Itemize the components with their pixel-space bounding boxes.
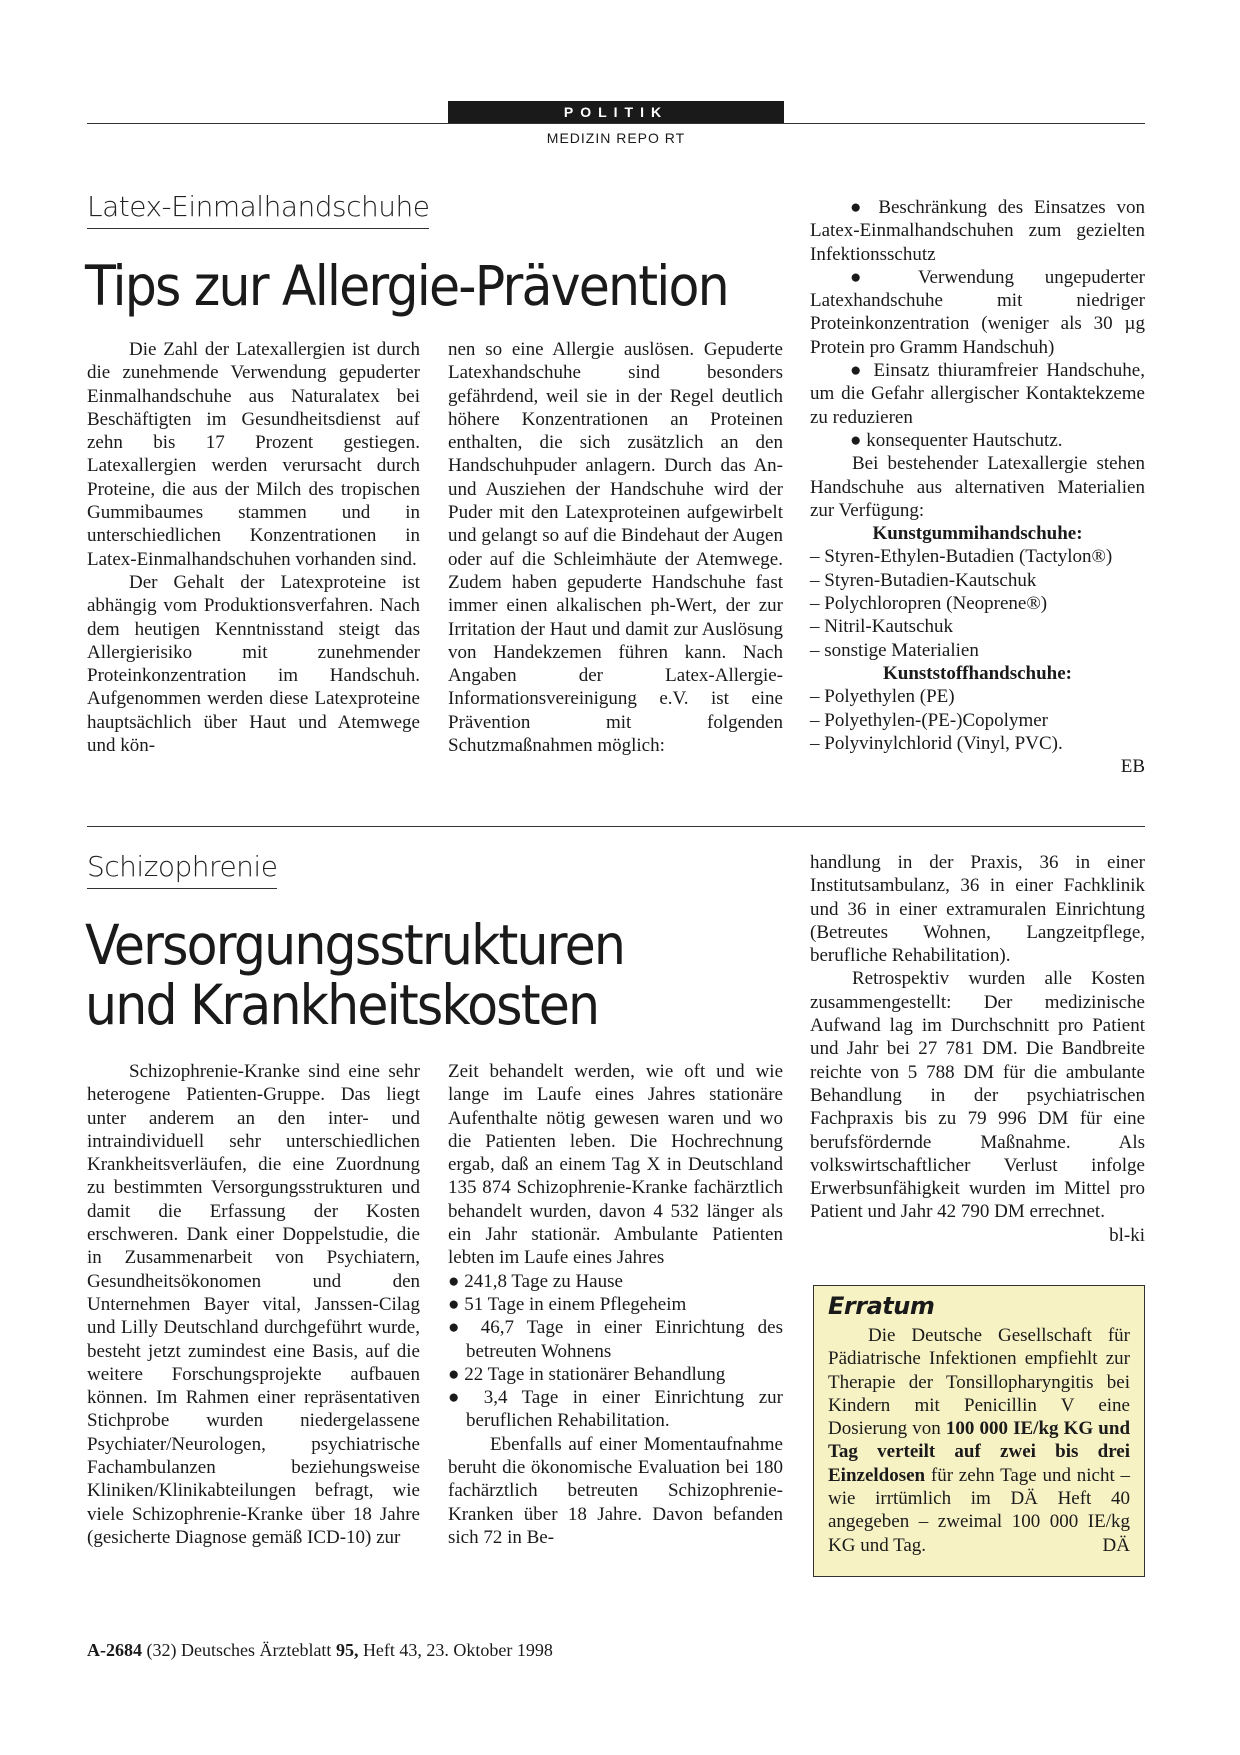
page-footer — [87, 1640, 553, 1661]
article2-paragraph: Ebenfalls auf einer Momentaufnahme beruht die ökonomische Evaluation bei 180 fachärztlich betreuten Schizophrenie-Kranken über 18 Jahre. Davon befanden sich 72 in Be- — [448, 1433, 783, 1548]
list-item: ● 51 Tage in einem Pflegeheim — [448, 1293, 687, 1315]
list-item: ● 22 Tage in stationärer Behandlung — [448, 1363, 726, 1385]
list-item: – Polyethylen (PE) — [810, 686, 955, 708]
stay-duration-list — [448, 1270, 783, 1433]
rubric-label: MEDIZIN REPO RT — [546, 130, 686, 146]
article2-column-2 — [448, 1060, 783, 1549]
list-item: – Polyethylen-(PE-)Copolymer — [810, 709, 1048, 731]
article2-title — [85, 915, 624, 1035]
article1-kicker: Latex-Einmalhandschuhe — [87, 190, 429, 229]
prevention-bullet: ● Beschränkung des Einsatzes von Latex-Einmalhandschuhen zum gezielten Infektionsschutz — [810, 197, 1145, 265]
footer-volume: 95, — [335, 1640, 359, 1660]
title-line: Versorgungsstrukturen — [85, 913, 625, 977]
section-label: POLITIK — [448, 101, 784, 123]
prevention-bullet: ● Verwendung ungepuderter Latexhandschuhe mit niedriger Proteinkonzentration (weniger als 30 µg Protein pro Gramm Handschuh) — [810, 266, 1145, 358]
erratum-title: Erratum — [828, 1292, 935, 1320]
list-item: ● 3,4 Tage in einer Einrichtung zur beruflichen Rehabilitation. — [448, 1387, 783, 1432]
erratum-text-start: Die Deutsche Gesellschaft für Pädiatrische Infektionen empfiehlt zur Therapie der Tonsillopharyngitis bei Kindern mit Penicillin V eine Dosierung von — [828, 1325, 1130, 1440]
erratum-signature: DÄ — [1102, 1534, 1130, 1556]
article2-paragraph: Schizophrenie-Kranke sind eine sehr heterogene Patienten-Gruppe. Das liegt unter anderem an den inter- und intraindividuell sehr unterschiedlichen Krankheitsverläufen, die eine Zuordnung zu bestimmten Versorgungsstrukturen und damit die Erfassung der Kosten erschweren. Dank einer Doppelstudie, die in Zusammenarbeit von Psychiatern, Gesundheitsökonomen und den Unternehmen Bayer vital, Janssen-Cilag und Lilly Deutschland durchgeführt wurde, besteht jetzt zumindest eine Basis, auf die weitere Forschungsprojekte aufbauen können. Im Rahmen einer repräsentativen Stichprobe wurden niedergelassene Psychiater/Neurologen, psychiatrische Fachambulanzen beziehungsweise Kliniken/Klinikabteilungen befragt, wie viele Schizophrenie-Kranke über 18 Jahre (gesicherte Diagnose gemäß ICD-10) zur — [87, 1061, 420, 1548]
prevention-bullet: ● konsequenter Hautschutz. — [850, 429, 1063, 451]
article1-paragraph: Die Zahl der Latexallergien ist durch die zunehmende Verwendung gepuderter Einmalhandschuhe aus Naturalatex bei Beschäftigten im Gesundheitsdienst auf zehn bis 17 Prozent gestiegen. Latexallergien werden verursacht durch Proteine, die aus der Milch des tropischen Gummibaumes stammen und in unterschiedlichen Konzentrationen in Latex-Einmalhandschuhen vorhanden sind. — [87, 339, 420, 570]
article1-column-2 — [448, 338, 783, 757]
list-item: – Nitril-Kautschuk — [810, 616, 954, 638]
list-item: – Styren-Ethylen-Butadien (Tactylon®) — [810, 546, 1113, 568]
article1-paragraph: Der Gehalt der Latexproteine ist abhängig vom Produktionsverfahren. Nach dem heutigen Kenntnisstand steigt das Allergierisiko mit zunehmender Proteinkonzentration im Handschuh. Aufgenommen werden diese Latexproteine hauptsächlich über Haut und Atemwege und kön- — [87, 571, 420, 757]
article2-paragraph: Zeit behandelt werden, wie oft und wie lange im Laufe eines Jahres stationäre Aufenthalte nötig gewesen waren und wo die Patienten leben. Die Hochrechnung ergab, daß an einem Tag X in Deutschland 135 874 Schizophrenie-Kranke fachärztlich behandelt wurden, davon 4 532 länger als ein Jahr stationär. Ambulante Patienten lebten im Laufe eines Jahres — [448, 1061, 783, 1269]
author-signature: EB — [1120, 756, 1145, 778]
article1-column-1 — [87, 338, 420, 757]
group-heading-plastic: Kunststoffhandschuhe: — [883, 662, 1072, 684]
title-line: und Krankheitskosten — [85, 973, 599, 1037]
header-rule — [87, 123, 1145, 124]
plastic-glove-list — [810, 685, 1145, 755]
prevention-bullet: ● Einsatz thiuramfreier Handschuhe, um die Gefahr allergischer Kontaktekzeme zu reduzieren — [810, 360, 1145, 428]
article2-kicker: Schizophrenie — [87, 850, 277, 889]
erratum-dosage: 100 000 IE/kg KG und Tag verteilt auf zwei bis drei Einzeldosen — [828, 1418, 1131, 1486]
page-number: A-2684 — [87, 1640, 142, 1660]
article2-paragraph — [810, 967, 1145, 1246]
author-signature: bl-ki — [1109, 1224, 1145, 1246]
paragraph-text: Retrospektiv wurden alle Kosten zusammengestellt: Der medizinische Aufwand lag im Durchschnitt pro Patient und Jahr bei 27 781 DM. Die Bandbreite reichte von 5 788 DM für die ambulante Behandlung in der psychiatrischen Fachpraxis bis zu 79 996 DM für eine berufsfördernde Maßnahme. Als volkswirtschaftlicher Verlust infolge Erwerbsunfähigkeit wurden im Mittel pro Patient und Jahr 42 790 DM errechnet. — [810, 968, 1145, 1223]
erratum-text-end: für zehn Tage und nicht – wie irrtümlich im DÄ Heft 40 angegeben – zweimal 100 000 IE/kg KG und Tag. — [828, 1464, 1130, 1556]
article1-column-3 — [810, 196, 1145, 778]
article-divider — [87, 826, 1145, 827]
list-item: – sonstige Materialien — [810, 639, 979, 661]
rubber-glove-list — [810, 545, 1145, 661]
list-item: – Polychloropren (Neoprene®) — [810, 593, 1048, 615]
erratum-box — [813, 1285, 1145, 1577]
erratum-text — [828, 1324, 1130, 1557]
list-item: – Polyvinylchlorid (Vinyl, PVC). — [810, 732, 1063, 754]
article2-paragraph: handlung in der Praxis, 36 in einer Institutsambulanz, 36 in einer Fachklinik und 36 in einer extramuralen Einrichtung (Betreutes Wohnen, Langzeitpflege, berufliche Rehabilitation). — [810, 852, 1145, 967]
footer-publication: (32) Deutsches Ärzteblatt — [142, 1640, 336, 1660]
article2-column-3 — [810, 851, 1145, 1247]
article1-paragraph: nen so eine Allergie auslösen. Gepuderte Latexhandschuhe sind besonders gefährdend, weil sie in der Regel deutlich höhere Konzentrationen an Proteinen enthalten, die sich zusätzlich an den Handschuhpuder anlagern. Durch das An- und Ausziehen der Handschuhe wird der Puder mit den Latexproteinen aufgewirbelt und gelangt so auf die Bindehaut der Augen oder auf die Schleimhäute der Atemwege. Zudem haben gepuderte Handschuhe fast immer einen alkalischen ph-Wert, der zur Irritation der Haut und damit zur Auslösung von Handekzemen führen kann. Nach Angaben der Latex-Allergie-Informationsvereinigung e.V. ist eine Prävention mit folgenden Schutzmaßnahmen möglich: — [448, 339, 783, 757]
article2-column-1 — [87, 1060, 420, 1549]
alternatives-intro: Bei bestehender Latexallergie stehen Handschuhe aus alternativen Materialien zur Verfügung: — [810, 453, 1145, 521]
list-item: ● 241,8 Tage zu Hause — [448, 1270, 623, 1292]
footer-issue: Heft 43, 23. Oktober 1998 — [358, 1640, 553, 1660]
list-item: – Styren-Butadien-Kautschuk — [810, 569, 1037, 591]
article1-title: Tips zur Allergie-Prävention — [85, 254, 728, 318]
list-item: ● 46,7 Tage in einer Einrichtung des betreuten Wohnens — [448, 1317, 783, 1362]
group-heading-rubber: Kunstgummihandschuhe: — [872, 523, 1083, 545]
